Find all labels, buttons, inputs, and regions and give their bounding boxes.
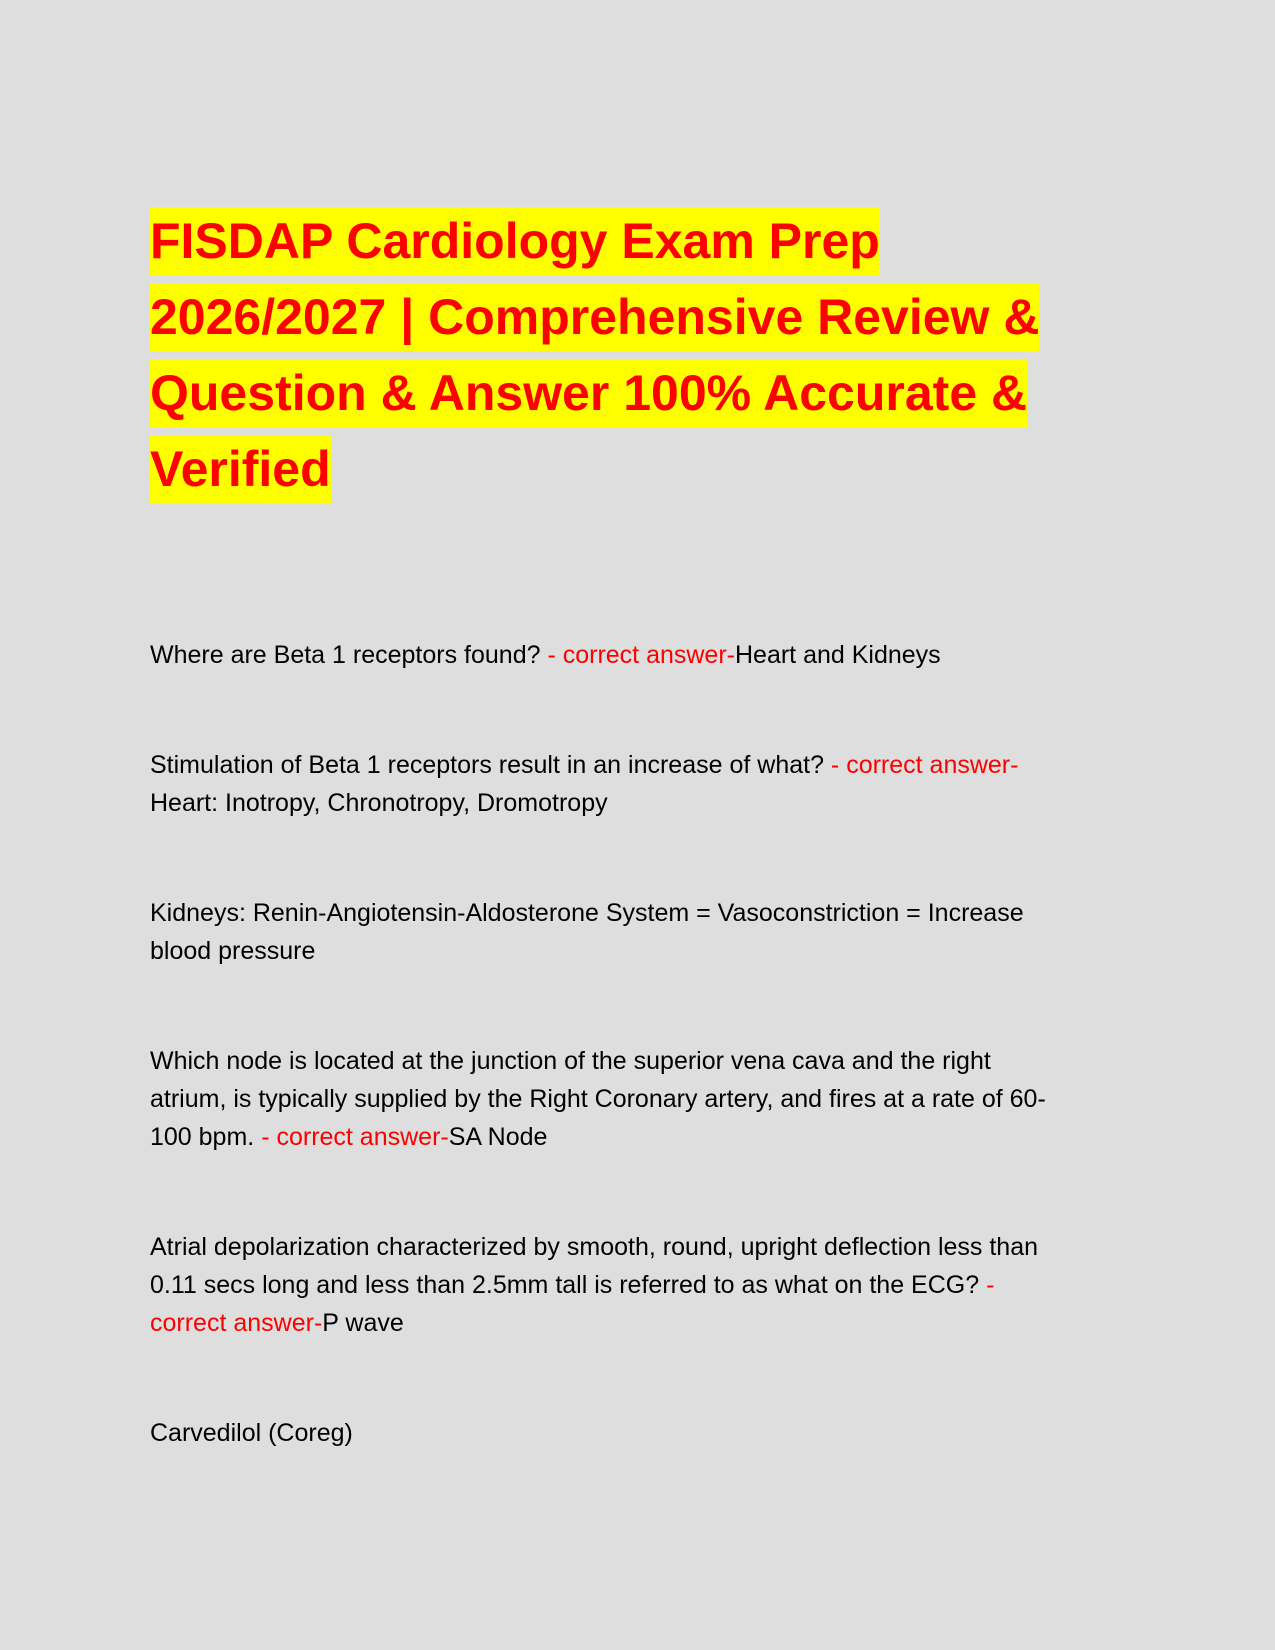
question-text: blood pressure: [150, 937, 316, 965]
qa-line: [150, 894, 1125, 932]
title-line-text: FISDAP Cardiology Exam Prep: [150, 207, 880, 275]
question-text: Atrial depolarization characterized by smooth, round, upright deflection less than: [150, 1233, 1039, 1261]
qa-line: [150, 1118, 1125, 1156]
qa-item: [150, 894, 1125, 970]
question-text: Which node is located at the junction of the superior vena cava and the right: [150, 1047, 991, 1075]
qa-item: [150, 636, 1125, 674]
qa-line: [150, 932, 1125, 970]
question-text: 0.11 secs long and less than 2.5mm tall is referred to as what on the ECG?: [150, 1271, 987, 1299]
qa-item: [150, 1414, 1125, 1452]
answer-text: Heart: Inotropy, Chronotropy, Dromotropy: [150, 789, 608, 817]
title-line-text: Question & Answer 100% Accurate &: [150, 359, 1027, 427]
question-text: 100 bpm.: [150, 1123, 262, 1151]
correct-answer-label: correct answer-: [150, 1309, 323, 1337]
qa-line: [150, 1414, 1125, 1452]
document-title: [150, 203, 1140, 507]
title-line-text: Verified: [150, 435, 331, 503]
answer-text: SA Node: [448, 1123, 548, 1151]
title-line: [150, 355, 1140, 431]
correct-answer-label: -: [986, 1271, 995, 1299]
qa-line: [150, 1228, 1125, 1266]
question-text: Stimulation of Beta 1 receptors result in an increase of what?: [150, 751, 831, 779]
qa-line: [150, 1042, 1125, 1080]
title-line: [150, 279, 1140, 355]
qa-line: [150, 784, 1125, 822]
qa-line: [150, 1266, 1125, 1304]
question-text: Kidneys: Renin-Angiotensin-Aldosterone System = Vasoconstriction = Increase: [150, 899, 1024, 927]
title-line: [150, 431, 1140, 507]
qa-item: [150, 746, 1125, 822]
title-line-text: 2026/2027 | Comprehensive Review &: [150, 283, 1039, 351]
answer-text: P wave: [322, 1309, 404, 1337]
correct-answer-label: - correct answer-: [261, 1123, 449, 1151]
correct-answer-label: - correct answer-: [547, 641, 735, 669]
qa-list: [150, 636, 1125, 1452]
qa-item: [150, 1228, 1125, 1342]
title-line: [150, 203, 1140, 279]
question-text: atrium, is typically supplied by the Right Coronary artery, and fires at a rate of 60-: [150, 1085, 1046, 1113]
question-text: Where are Beta 1 receptors found?: [150, 641, 548, 669]
correct-answer-label: - correct answer-: [830, 751, 1019, 779]
qa-line: [150, 636, 1125, 674]
qa-line: [150, 1304, 1125, 1342]
answer-text: Heart and Kidneys: [735, 641, 941, 669]
qa-line: [150, 746, 1125, 784]
question-text: Carvedilol (Coreg): [150, 1419, 353, 1447]
qa-item: [150, 1042, 1125, 1156]
qa-line: [150, 1080, 1125, 1118]
